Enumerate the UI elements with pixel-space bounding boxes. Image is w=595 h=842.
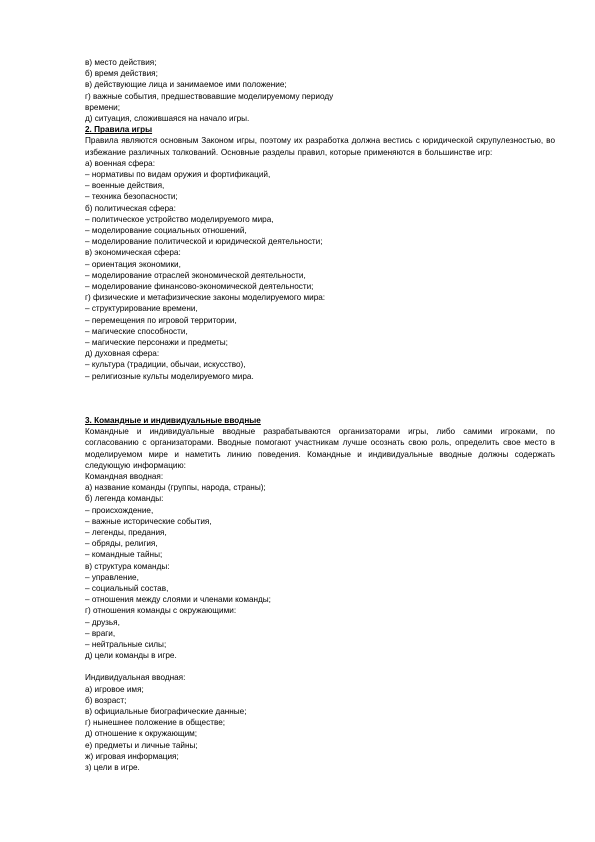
list-item: – нейтральные силы; [85,639,167,649]
list-item: е) предметы и личные тайны; [85,740,198,750]
section-heading-rules: 2. Правила игры [85,125,153,135]
individual-intro-list [85,672,555,773]
list-item: з) цели в игре. [85,762,140,772]
rules-list [85,158,555,382]
list-item: – моделирование финансово-экономической деятельности; [85,282,314,292]
list-item: д) цели команды в игре. [85,651,177,661]
section-spacer [85,382,555,415]
list-item: в) экономическая сфера: [85,248,181,258]
list-item: в) официальные биографические данные; [85,706,247,716]
list-item: – структурирование времени, [85,304,198,314]
list-item: б) время действия; [85,69,158,79]
document-page [85,57,555,773]
list-item: – управление, [85,572,139,582]
list-item: – командные тайны; [85,550,163,560]
team-intro-list [85,471,555,661]
section-paragraph-intros: Командные и индивидуальные вводные разрабатываются организаторами игры, либо самими игроками, по согласованию с организаторами. Вводные помогают участникам лучше осознать свою роль, определить свое место в моделируемом мире и наметить линию поведения. Командные и индивидуальные вводные должны содержать следующую информацию: [85,427,555,470]
list-item: в) действующие лица и занимаемое ими положение; [85,80,287,90]
list-item: времени; [85,102,121,112]
list-item: – ориентация экономики, [85,259,181,269]
section-heading-intros: 3. Командные и индивидуальные вводные [85,415,261,425]
list-item: Индивидуальная вводная: [85,673,186,683]
section-paragraph-rules: Правила являются основным Законом игры, поэтому их разработка должна вестись с юридической скрупулезностью, во избежание различных толкований. Основные разделы правил, которые применяются в большинстве игр: [85,136,555,157]
list-item: – враги, [85,628,116,638]
list-item: – магические способности, [85,326,188,336]
list-item: – моделирование политической и юридической деятельности; [85,237,323,247]
list-item: Командная вводная: [85,471,164,481]
list-item: – моделирование отраслей экономической деятельности, [85,270,306,280]
list-item: – магические персонажи и предметы; [85,338,228,348]
list-item: г) нынешнее положение в обществе; [85,718,226,728]
list-item: – военные действия, [85,181,165,191]
list-item: б) легенда команды: [85,494,164,504]
list-item: а) название команды (группы, народа, страны); [85,483,266,493]
list-item: – моделирование социальных отношений, [85,226,247,236]
list-item: б) возраст; [85,695,127,705]
list-item: д) ситуация, сложившаяся на начало игры. [85,114,250,124]
list-item: – друзья, [85,617,120,627]
list-item: а) военная сфера: [85,158,155,168]
list-item: б) политическая сфера: [85,203,176,213]
list-item: д) отношение к окружающим; [85,729,198,739]
list-item: – религиозные культы моделируемого мира. [85,371,254,381]
intro-list [85,57,555,124]
section-spacer [85,661,555,672]
list-item: г) физические и метафизические законы моделируемого мира: [85,293,326,303]
list-item: ж) игровая информация; [85,751,179,761]
list-item: в) место действия; [85,58,157,67]
list-item: – перемещения по игровой территории, [85,315,237,325]
list-item: д) духовная сфера: [85,349,160,359]
list-item: в) структура команды: [85,561,170,571]
list-item: г) отношения команды с окружающими: [85,606,237,616]
list-item: – социальный состав, [85,583,169,593]
list-item: г) важные события, предшествовавшие моделируемому периоду [85,91,334,101]
list-item: – отношения между слоями и членами команды; [85,595,271,605]
list-item: – происхождение, [85,505,154,515]
list-item: – легенды, предания, [85,527,167,537]
list-item: – техника безопасности; [85,192,178,202]
list-item: – важные исторические события, [85,516,212,526]
list-item: а) игровое имя; [85,684,144,694]
list-item: – политическое устройство моделируемого мира, [85,214,274,224]
list-item: – нормативы по видам оружия и фортификаций, [85,170,271,180]
list-item: – обряды, религия, [85,539,158,549]
list-item: – культура (традиции, обычаи, искусство), [85,360,246,370]
